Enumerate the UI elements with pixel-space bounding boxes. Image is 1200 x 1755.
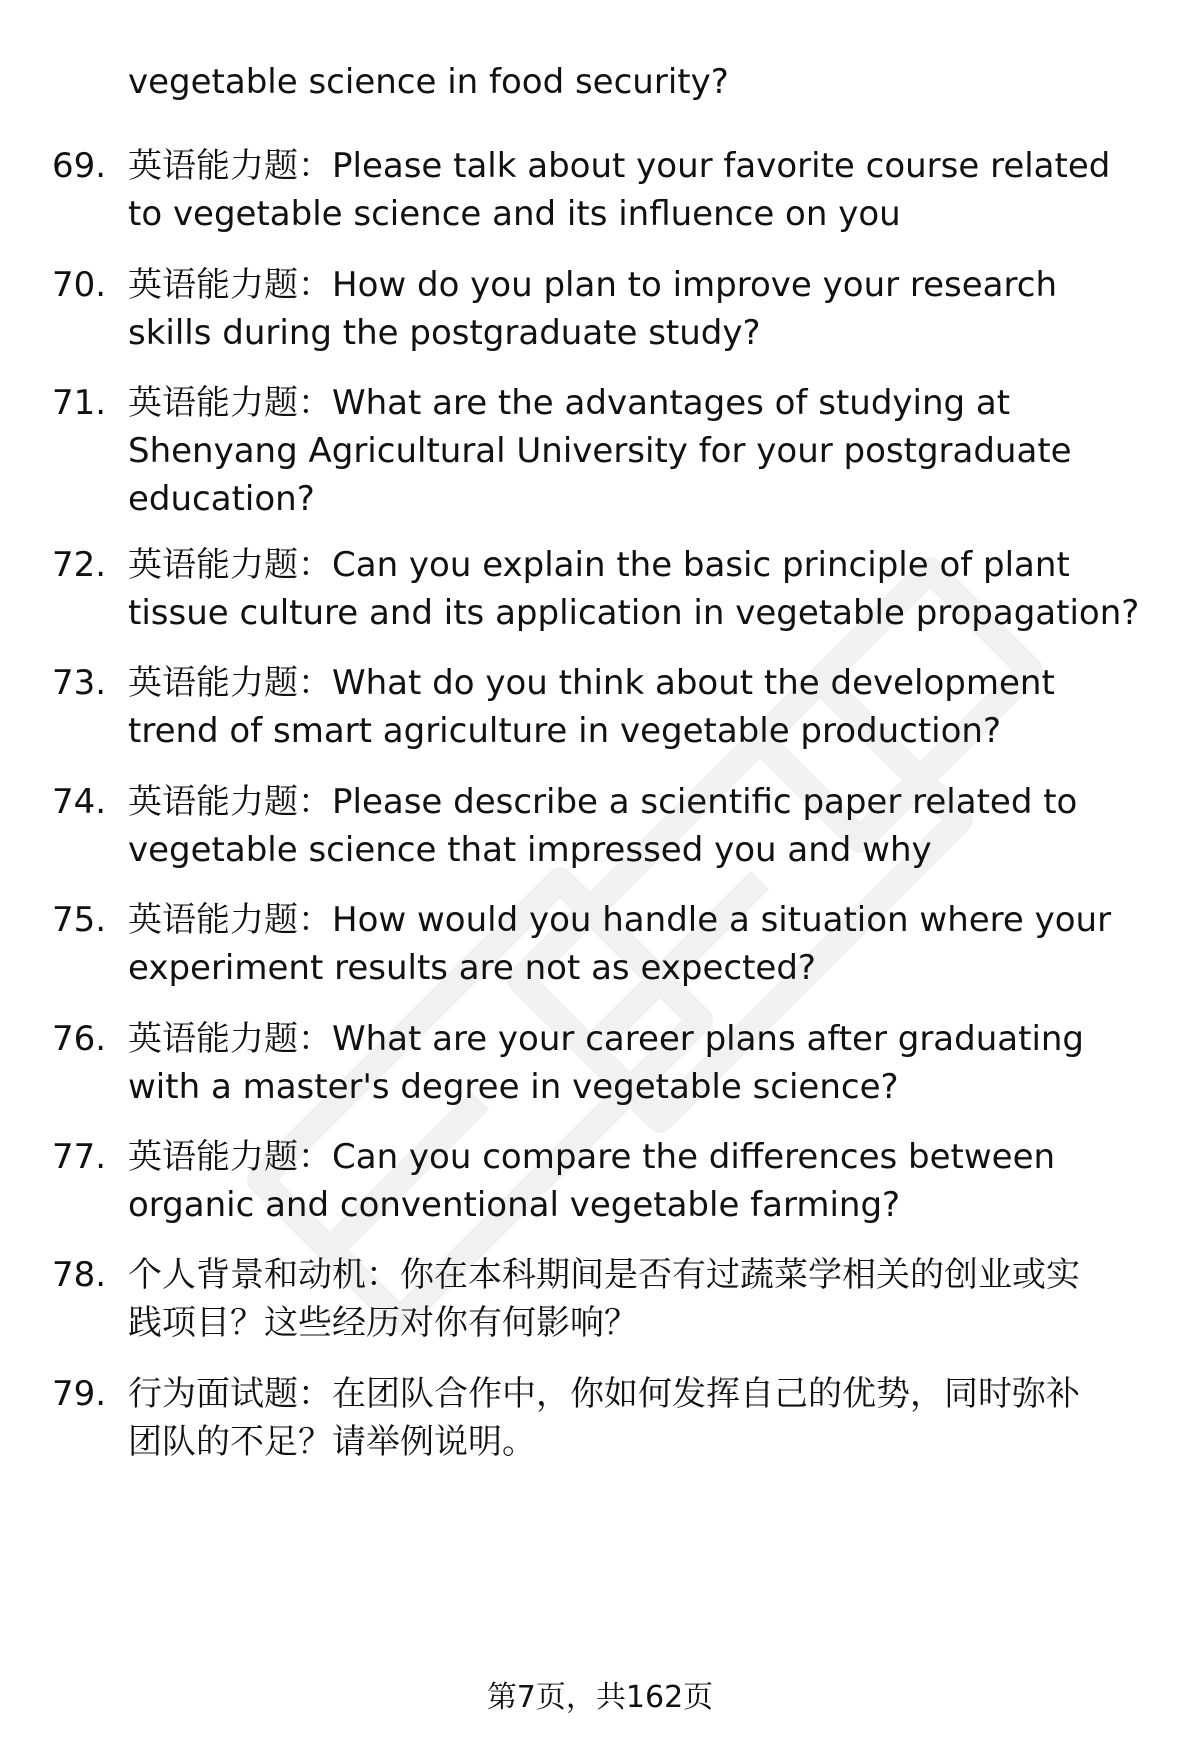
continuation-line: vegetable science in food security?: [128, 62, 729, 102]
question-number: 74.: [52, 782, 107, 822]
question-text: [128, 142, 1168, 238]
question-text-line: 个人背景和动机：你在本科期间是否有过蔬菜学相关的创业或实: [128, 1255, 1080, 1295]
question-number: 73.: [52, 663, 107, 703]
question-text: [128, 379, 1168, 523]
question-text: [128, 1251, 1168, 1347]
question-text-line: experiment results are not as expected?: [128, 948, 816, 988]
question-text: [128, 1370, 1168, 1466]
question-text: [128, 1015, 1168, 1111]
question-text: [128, 1133, 1168, 1229]
question-text-line: with a master's degree in vegetable science?: [128, 1067, 899, 1107]
question-text-line: 践项目？这些经历对你有何影响？: [128, 1303, 638, 1343]
question-text-line: 行为面试题：在团队合作中，你如何发挥自己的优势，同时弥补: [128, 1374, 1080, 1414]
question-number: 75.: [52, 900, 107, 940]
question-text: [128, 778, 1168, 874]
question-text-line: 英语能力题：Can you explain the basic principle of plant: [128, 545, 1070, 585]
question-text-line: 英语能力题：Can you compare the differences between: [128, 1137, 1056, 1177]
question-text-line: 英语能力题：What do you think about the development: [128, 663, 1055, 703]
question-text-line: 英语能力题：What are your career plans after graduating: [128, 1019, 1085, 1059]
question-text: [128, 659, 1168, 755]
question-text-line: tissue culture and its application in vegetable propagation?: [128, 593, 1140, 633]
question-text-line: 英语能力题：Please talk about your favorite course related: [128, 146, 1111, 186]
question-text-line: 英语能力题：How do you plan to improve your research: [128, 265, 1057, 305]
question-number: 76.: [52, 1019, 107, 1059]
question-text-line: 英语能力题：Please describe a scientific paper related to: [128, 782, 1078, 822]
question-text-line: 英语能力题：How would you handle a situation where your: [128, 900, 1112, 940]
question-text-line: trend of smart agriculture in vegetable production?: [128, 711, 1002, 751]
question-number: 79.: [52, 1374, 107, 1414]
question-text-line: education?: [128, 479, 315, 519]
question-text-line: 团队的不足？请举例说明。: [128, 1422, 536, 1462]
question-number: 69.: [52, 146, 107, 186]
question-text-line: skills during the postgraduate study?: [128, 313, 761, 353]
question-text-line: organic and conventional vegetable farming?: [128, 1185, 901, 1225]
question-text: [128, 541, 1168, 637]
question-text-line: Shenyang Agricultural University for your postgraduate: [128, 431, 1072, 471]
question-number: 77.: [52, 1137, 107, 1177]
question-text-line: to vegetable science and its influence on you: [128, 194, 901, 234]
footer-page-number: 第7页，共162页: [486, 1680, 714, 1715]
question-number: 72.: [52, 545, 107, 585]
question-text-line: vegetable science that impressed you and why: [128, 830, 932, 870]
question-number: 71.: [52, 383, 107, 423]
question-text: [128, 261, 1168, 357]
question-number: 78.: [52, 1255, 107, 1295]
question-text: [128, 896, 1168, 992]
question-number: 70.: [52, 265, 107, 305]
question-text-line: 英语能力题：What are the advantages of studying at: [128, 383, 1011, 423]
